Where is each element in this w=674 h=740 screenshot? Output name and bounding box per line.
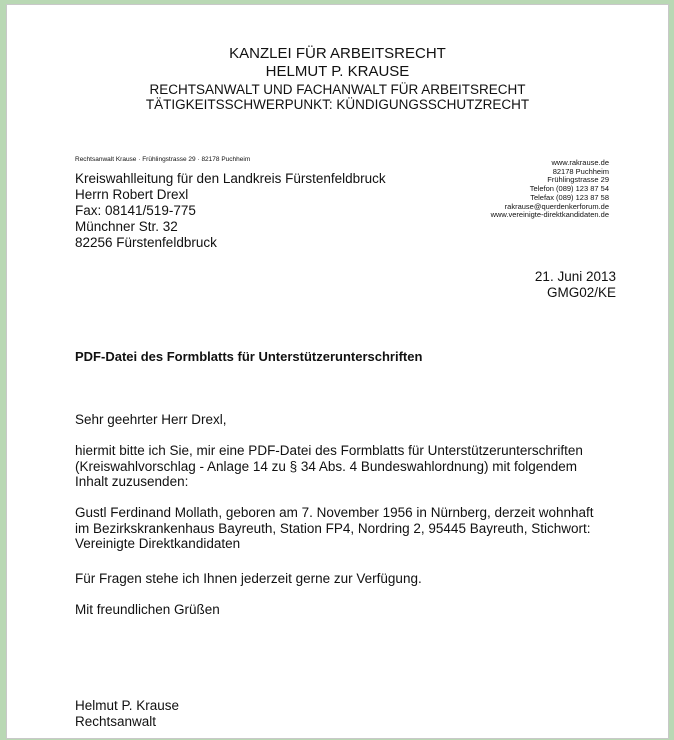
practice-focus: TÄTIGKEITSSCHWERPUNKT: KÜNDIGUNGSSCHUTZRECHT — [145, 97, 530, 112]
paragraph-line: im Bezirkskrankenhaus Bayreuth, Station FP4, Nordring 2, 95445 Bayreuth, Stichwort: — [75, 520, 591, 536]
contact-email: rakrause@querdenkerforum.de — [504, 201, 609, 211]
paragraph-line: (Kreiswahlvorschlag - Anlage 14 zu § 34 Abs. 4 Bundeswahlordnung) mit folgendem — [75, 458, 578, 474]
contact-website-2: www.vereinigte-direktkandidaten.de — [490, 210, 609, 220]
recipient-line: Fax: 08141/519-775 — [75, 203, 196, 218]
contact-street: Frühlingstrasse 29 — [547, 175, 609, 185]
reference-code: GMG02/KE — [546, 285, 616, 300]
paragraph-questions: Für Fragen stehe ich Ihnen jederzeit gerne zur Verfügung. — [75, 571, 422, 586]
recipient-line: Kreiswahlleitung für den Landkreis Fürstenfeldbruck — [75, 171, 386, 186]
paragraph-content — [75, 505, 635, 552]
salutation: Sehr geehrter Herr Drexl, — [75, 412, 227, 427]
subject-line: PDF-Datei des Formblatts für Unterstützerunterschriften — [75, 349, 423, 364]
letter-date: 21. Juni 2013 — [534, 269, 616, 284]
lawyer-title: RECHTSANWALT UND FACHANWALT FÜR ARBEITSRECHT — [149, 82, 526, 97]
paragraph-line: Gustl Ferdinand Mollath, geboren am 7. November 1956 in Nürnberg, derzeit wohnhaft — [75, 505, 594, 520]
contact-phone: Telefon (089) 123 87 54 — [529, 184, 609, 194]
contact-block — [491, 159, 609, 220]
letter-page — [6, 4, 669, 739]
paragraph-line: Vereinigte Direktkandidaten — [75, 536, 241, 551]
paragraph-request — [75, 443, 635, 490]
contact-website: www.rakrause.de — [551, 158, 609, 167]
signature-block — [75, 698, 179, 729]
firm-name: KANZLEI FÜR ARBEITSRECHT — [229, 45, 446, 62]
closing: Mit freundlichen Grüßen — [75, 602, 220, 617]
lawyer-name: HELMUT P. KRAUSE — [265, 63, 410, 80]
recipient-line: 82256 Fürstenfeldbruck — [75, 235, 217, 250]
signature-name: Helmut P. Krause — [75, 698, 180, 713]
sender-return-line: Rechtsanwalt Krause · Frühlingstrasse 29 · 82178 Puchheim — [75, 156, 251, 163]
recipient-line: Münchner Str. 32 — [75, 219, 178, 234]
date-block — [535, 269, 616, 301]
contact-city: 82178 Puchheim — [552, 166, 609, 176]
recipient-line: Herrn Robert Drexl — [75, 187, 189, 202]
signature-title: Rechtsanwalt — [75, 713, 157, 729]
contact-fax: Telefax (089) 123 87 58 — [530, 192, 609, 202]
paragraph-line: Inhalt zuzusenden: — [75, 474, 189, 489]
paragraph-line: hiermit bitte ich Sie, mir eine PDF-Datei des Formblatts für Unterstützerunterschriften — [75, 443, 583, 458]
recipient-address — [75, 171, 386, 251]
